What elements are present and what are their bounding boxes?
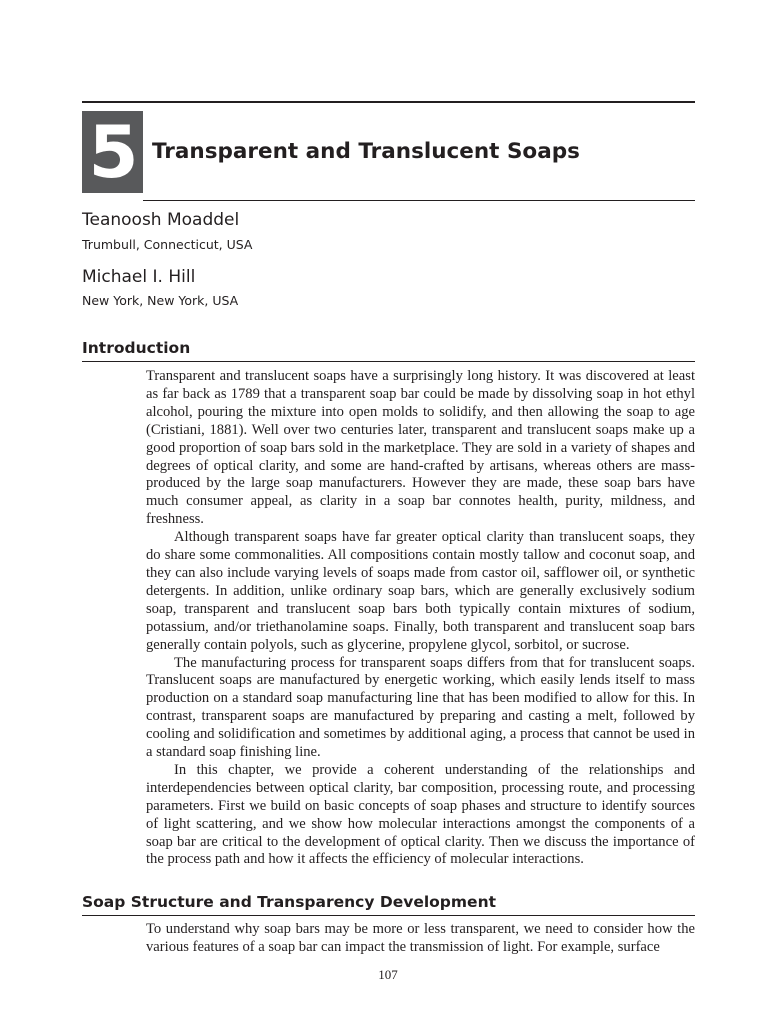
author-name: Teanoosh Moaddel <box>82 210 240 230</box>
author-name: Michael I. Hill <box>82 267 196 287</box>
section-rule <box>82 915 695 916</box>
paragraph: To understand why soap bars may be more or less transparent, we need to consider how the various features of a soap bar can impact the transmission of light. For example, surface <box>146 921 695 955</box>
chapter-number-box <box>82 111 143 193</box>
paragraph: Although transparent soaps have far greater optical clarity than translucent soaps, they do share some commonalities. All compositions contain mostly tallow and coconut soap, and they can also include varying levels of soaps made from castor oil, safflower oil, or synthetic detergents. In addition, unlike ordinary soap bars, which are generally exclusively sodium soap, transparent and translucent soap bars both typically contain mixtures of sodium, potassium, and/or triethanolamine soaps. Finally, both transparent and translucent soap bars generally contain polyols, such as glycerine, propylene glycol, sorbitol, or sucrose. <box>146 529 695 653</box>
page-number: 107 <box>378 967 398 982</box>
title-rule <box>143 200 695 201</box>
section-body <box>146 921 695 957</box>
section-body <box>146 368 695 869</box>
paragraph: Transparent and translucent soaps have a surprisingly long history. It was discovered at least as far back as 1789 that a transparent soap bar could be made by dissolving soap in hot ethyl alcohol, pouring the mixture into open molds to solidify, and then allowing the soap to age (Cristiani, 1881). Well over two centuries later, transparent and translucent soaps make up a good proportion of soap bars sold in the marketplace. They are sold in a variety of shapes and degrees of optical clarity, and some are hand-crafted by artisans, whereas others are mass-produced by the large soap manufacturers. However they are made, these soap bars have much consumer appeal, as clarity in a soap bar connotes health, purity, mildness, and freshness. <box>146 368 695 528</box>
section-heading: Soap Structure and Transparency Development <box>82 893 497 911</box>
chapter-number: 5 <box>88 110 137 194</box>
author-affiliation: Trumbull, Connecticut, USA <box>82 237 253 252</box>
section-rule <box>82 361 695 362</box>
section-heading: Introduction <box>82 339 191 357</box>
chapter-title: Transparent and Translucent Soaps <box>152 139 580 164</box>
paragraph: In this chapter, we provide a coherent understanding of the relationships and interdependencies between optical clarity, bar composition, processing route, and processing parameters. First we build on basic concepts of soap phases and structure to identify sources of light scattering, and we show how molecular interactions amongst the components of a soap bar are critical to the development of optical clarity. Then we discuss the importance of the process path and how it affects the efficiency of molecular interactions. <box>146 761 695 868</box>
paragraph: The manufacturing process for transparent soaps differs from that for translucent soaps. Translucent soaps are manufactured by energetic working, which easily lends itself to mass production on a standard soap manufacturing line that has been modified to allow for this. In contrast, transparent soaps are manufactured by preparing and casting a melt, followed by cooling and solidification and sometimes by additional aging, a process that cannot be used in a standard soap finishing line. <box>146 654 695 761</box>
top-rule <box>82 101 695 103</box>
author-affiliation: New York, New York, USA <box>82 293 239 308</box>
